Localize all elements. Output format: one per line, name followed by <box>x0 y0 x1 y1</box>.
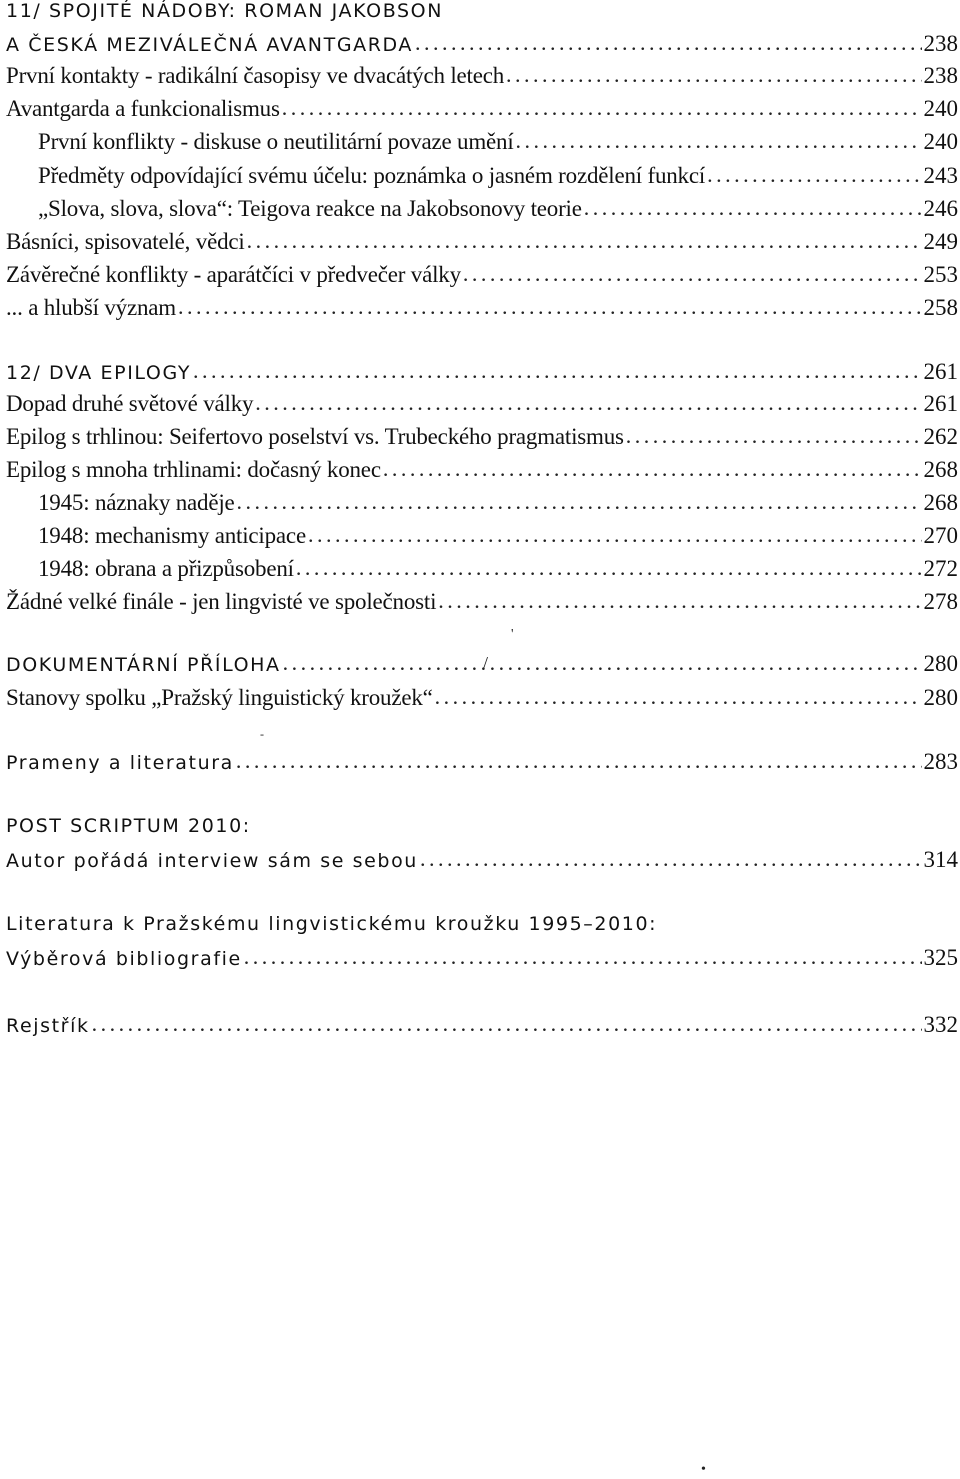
dot-leader <box>244 944 922 970</box>
dot-leader <box>308 522 922 548</box>
dot-leader <box>463 261 922 287</box>
toc-subentry <box>6 556 958 586</box>
entry-title: „Slova, slova, slova“: Teigova reakce na Jakobsonovy teorie <box>38 196 582 221</box>
page-number: 262 <box>923 424 958 449</box>
dot-leader <box>247 228 922 254</box>
dot-leader <box>296 555 922 581</box>
dot-leader <box>516 128 922 154</box>
print-speck: ' <box>511 627 514 642</box>
literature-heading-cont <box>6 945 958 975</box>
dot-leader <box>255 390 921 416</box>
postscript-title-line1: POST SCRIPTUM 2010: <box>6 815 251 837</box>
print-speck: / <box>483 653 489 673</box>
literature-title-line1: Literatura k Pražskému lingvistickému kroužku 1995–2010: <box>6 913 658 935</box>
toc-entry <box>6 295 958 325</box>
entry-title: ... a hlubší význam <box>6 295 176 320</box>
page-number: 332 <box>923 1012 958 1037</box>
page-number: 238 <box>923 31 958 56</box>
appendix-heading <box>6 651 958 681</box>
entry-title: První kontakty - radikální časopisy ve dvacátých letech <box>6 63 505 88</box>
entry-title: Epilog s trhlinou: Seifertovo poselství vs. Trubeckého pragmatismus <box>6 424 624 449</box>
toc-entry <box>6 424 958 454</box>
dot-leader <box>584 195 922 221</box>
postscript-title-line2: Autor pořádá interview sám se sebou <box>6 850 418 872</box>
toc-subentry <box>6 196 958 226</box>
page-number: 243 <box>923 163 958 188</box>
page-number: 258 <box>923 295 958 320</box>
dot-leader <box>435 684 922 710</box>
page-number: 280 <box>923 685 958 710</box>
entry-title: 1945: náznaky naděje <box>38 490 235 515</box>
page-number: 268 <box>923 457 958 482</box>
page-number: 253 <box>923 262 958 287</box>
entry-title: Předměty odpovídající svému účelu: poznámka o jasném rozdělení funkcí <box>38 163 706 188</box>
toc-entry <box>6 63 958 93</box>
dot-leader <box>506 62 921 88</box>
toc-subentry <box>6 490 958 520</box>
page-number: 240 <box>923 129 958 154</box>
toc-entry <box>6 262 958 292</box>
index-heading <box>6 1012 958 1042</box>
dot-leader <box>193 358 921 384</box>
sources-heading <box>6 749 958 779</box>
page-number: 272 <box>923 556 958 581</box>
page-number: 314 <box>923 847 958 872</box>
index-title: Rejstřík <box>6 1015 90 1037</box>
chapter-title-line2: A ČESKÁ MEZIVÁLEČNÁ AVANTGARDA <box>6 34 414 56</box>
toc-entry <box>6 589 958 619</box>
chapter-heading-11-cont <box>6 31 958 61</box>
page-number: 280 <box>923 651 958 676</box>
literature-heading <box>6 913 958 943</box>
page-number: 249 <box>923 229 958 254</box>
entry-title: První konflikty - diskuse o neutilitární povaze umění <box>38 129 514 154</box>
page-number: 278 <box>923 589 958 614</box>
dot-leader <box>92 1011 922 1037</box>
dot-leader <box>383 456 922 482</box>
postscript-heading <box>6 815 958 845</box>
page-number: 268 <box>923 490 958 515</box>
dot-leader <box>178 294 922 320</box>
entry-title: 1948: mechanismy anticipace <box>38 523 306 548</box>
toc-entry <box>6 685 958 715</box>
entry-title: Dopad druhé světové války <box>6 391 254 416</box>
page-number: 238 <box>923 63 958 88</box>
dot-leader <box>236 748 922 774</box>
page-number: 283 <box>923 749 958 774</box>
literature-title-line2: Výběrová bibliografie <box>6 948 242 970</box>
entry-title: Epilog s mnoha trhlinami: dočasný konec <box>6 457 381 482</box>
toc-subentry <box>6 163 958 193</box>
entry-title: Stanovy spolku „Pražský linguistický kroužek“ <box>6 685 433 710</box>
chapter-title-line1: 11/ SPOJITÉ NÁDOBY: ROMAN JAKOBSON <box>6 0 444 22</box>
page-number: 261 <box>923 391 958 416</box>
print-speck: • <box>701 1462 706 1477</box>
postscript-heading-cont <box>6 847 958 877</box>
toc-subentry <box>6 523 958 553</box>
dot-leader <box>237 489 922 515</box>
toc-entry <box>6 457 958 487</box>
entry-title: 1948: obrana a přizpůsobení <box>38 556 294 581</box>
entry-title: Závěrečné konflikty - aparátčíci v předvečer války <box>6 262 461 287</box>
toc-entry <box>6 391 958 421</box>
entry-title: Básníci, spisovatelé, vědci <box>6 229 245 254</box>
appendix-title: DOKUMENTÁRNÍ PŘÍLOHA <box>6 654 281 676</box>
entry-title: Avantgarda a funkcionalismus <box>6 96 280 121</box>
dot-leader <box>283 650 922 676</box>
chapter-heading-12 <box>6 359 958 389</box>
dot-leader <box>707 162 921 188</box>
toc-entry <box>6 229 958 259</box>
sources-title: Prameny a literatura <box>6 752 234 774</box>
dot-leader <box>415 30 921 56</box>
dot-leader <box>438 588 921 614</box>
toc-subentry <box>6 129 958 159</box>
dot-leader <box>282 95 922 121</box>
toc-entry <box>6 96 958 126</box>
entry-title: Žádné velké finále - jen lingvisté ve společnosti <box>6 589 437 614</box>
chapter-heading-11 <box>6 0 958 30</box>
page-number: 246 <box>923 196 958 221</box>
page-number: 270 <box>923 523 958 548</box>
chapter-title: 12/ DVA EPILOGY <box>6 362 192 384</box>
page-number: 240 <box>923 96 958 121</box>
page-number: 261 <box>923 359 958 384</box>
page-number: 325 <box>923 945 958 970</box>
dot-leader <box>626 423 922 449</box>
dot-leader <box>420 846 922 872</box>
print-speck: - <box>260 727 264 741</box>
